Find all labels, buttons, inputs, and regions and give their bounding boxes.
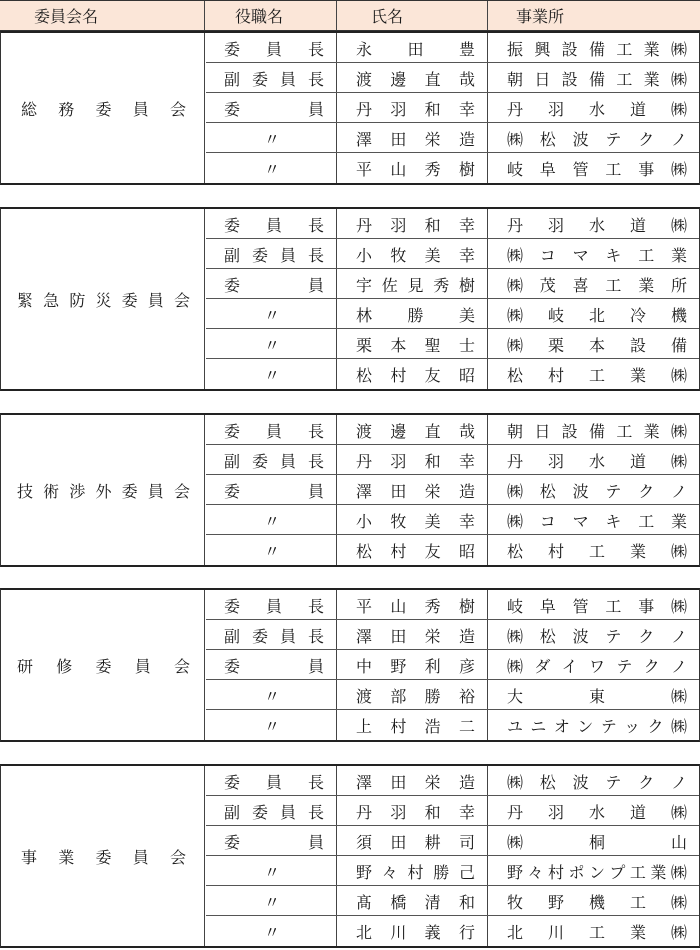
member-name: 澤 田 栄 造 (356, 626, 475, 646)
member-name: 小 牧 美 幸 (356, 511, 475, 531)
member-company: 丹 羽 水 道 ㈱ (507, 215, 687, 235)
member-name: 野 々 村 勝 己 (356, 862, 475, 882)
member-name: 渡 邊 直 哉 (356, 69, 475, 89)
member-name: 平 山 秀 樹 (356, 159, 475, 179)
member-name: 須 田 耕 司 (356, 832, 475, 852)
member-name: 丹 羽 和 幸 (356, 215, 475, 235)
member-name: 宇 佐 見 秀 樹 (356, 275, 475, 295)
member-company: 松 村 工 業 ㈱ (507, 365, 687, 385)
header-role: 役職名 (235, 7, 284, 26)
member-role: 委 員 (224, 656, 324, 676)
committee-name: 技 術 渉 外 委 員 会 (17, 481, 190, 501)
member-company: ㈱ 松 波 テ ク ノ (507, 626, 687, 646)
member-company: 朝 日 設 備 工 業 ㈱ (507, 421, 687, 441)
member-role: 委 員 (224, 275, 324, 295)
column-divider (204, 33, 205, 183)
committee-name: 緊 急 防 災 委 員 会 (17, 290, 190, 310)
member-role: 〃 (263, 335, 280, 355)
committee-block (0, 588, 700, 742)
member-company: ユ ニ オ ン テ ッ ク ㈱ (507, 716, 687, 736)
member-role: 〃 (263, 129, 280, 149)
member-name: 澤 田 栄 造 (356, 129, 475, 149)
member-company: 岐 阜 管 工 事 ㈱ (507, 596, 687, 616)
committee-block (0, 764, 700, 948)
member-company: ㈱ 栗 本 設 備 (507, 335, 687, 355)
member-role: 〃 (263, 511, 280, 531)
member-role: 〃 (263, 365, 280, 385)
member-name: 澤 田 栄 造 (356, 481, 475, 501)
member-name: 渡 部 勝 裕 (356, 686, 475, 706)
member-name: 北 川 義 行 (356, 922, 475, 942)
committee-name: 事 業 委 員 会 (21, 847, 186, 867)
member-name: 丹 羽 和 幸 (356, 99, 475, 119)
member-company: 丹 羽 水 道 ㈱ (507, 802, 687, 822)
member-name: 丹 羽 和 幸 (356, 451, 475, 471)
member-role: 委 員 長 (224, 39, 324, 59)
member-role: 〃 (263, 305, 280, 325)
committee-block (0, 207, 700, 391)
member-company: ㈱ コ マ キ 工 業 (507, 511, 687, 531)
header-company: 事業所 (516, 7, 565, 26)
column-divider (204, 766, 205, 946)
member-role: 委 員 長 (224, 596, 324, 616)
member-role: 委 員 (224, 832, 324, 852)
member-role: 〃 (263, 541, 280, 561)
member-name: 平 山 秀 樹 (356, 596, 475, 616)
member-name: 林 勝 美 (356, 305, 475, 325)
member-role: 副 委 員 長 (224, 245, 324, 265)
member-role: 〃 (263, 862, 280, 882)
member-name: 松 村 友 昭 (356, 365, 475, 385)
committee-name: 研 修 委 員 会 (17, 656, 190, 676)
committee-block (0, 413, 700, 567)
member-company: ㈱ 桐 山 (507, 832, 687, 852)
member-company: 振 興 設 備 工 業 ㈱ (507, 39, 687, 59)
member-company: 丹 羽 水 道 ㈱ (507, 99, 687, 119)
member-company: ㈱ 岐 北 冷 機 (507, 305, 687, 325)
member-name: 丹 羽 和 幸 (356, 802, 475, 822)
member-company: ㈱ 茂 喜 工 業 所 (507, 275, 687, 295)
member-name: 永 田 豊 (356, 39, 475, 59)
member-role: 〃 (263, 892, 280, 912)
column-divider (204, 415, 205, 565)
member-company: ㈱ 松 波 テ ク ノ (507, 772, 687, 792)
member-role: 〃 (263, 716, 280, 736)
committee-name: 総 務 委 員 会 (21, 99, 186, 119)
member-company: 牧 野 機 工 ㈱ (507, 892, 687, 912)
committee-block (0, 31, 700, 185)
member-name: 松 村 友 昭 (356, 541, 475, 561)
member-role: 副 委 員 長 (224, 69, 324, 89)
member-company: 北 川 工 業 ㈱ (507, 922, 687, 942)
member-name: 髙 橋 清 和 (356, 892, 475, 912)
member-role: 委 員 長 (224, 772, 324, 792)
header-divider (336, 1, 337, 30)
member-role: 副 委 員 長 (224, 451, 324, 471)
member-role: 委 員 (224, 99, 324, 119)
member-role: 委 員 長 (224, 215, 324, 235)
member-company: ㈱ 松 波 テ ク ノ (507, 129, 687, 149)
member-company: 丹 羽 水 道 ㈱ (507, 451, 687, 471)
member-company: 朝 日 設 備 工 業 ㈱ (507, 69, 687, 89)
member-company: 大 東 ㈱ (507, 686, 687, 706)
column-divider (204, 590, 205, 740)
member-company: 野 々 村 ポ ン プ 工 業 ㈱ (507, 862, 687, 882)
member-role: 〃 (263, 922, 280, 942)
member-role: 副 委 員 長 (224, 802, 324, 822)
header-committee: 委員会名 (34, 7, 99, 26)
header-name: 氏名 (371, 7, 404, 26)
member-name: 小 牧 美 幸 (356, 245, 475, 265)
header-divider (204, 1, 205, 30)
member-name: 上 村 浩 二 (356, 716, 475, 736)
member-role: 〃 (263, 686, 280, 706)
member-name: 渡 邊 直 哉 (356, 421, 475, 441)
header-divider (487, 1, 488, 30)
member-role: 〃 (263, 159, 280, 179)
member-name: 栗 本 聖 士 (356, 335, 475, 355)
member-role: 委 員 (224, 481, 324, 501)
member-role: 委 員 長 (224, 421, 324, 441)
member-role: 副 委 員 長 (224, 626, 324, 646)
member-name: 中 野 利 彦 (356, 656, 475, 676)
member-company: 松 村 工 業 ㈱ (507, 541, 687, 561)
table-header (0, 0, 700, 31)
member-company: ㈱ ダ イ ワ テ ク ノ (507, 656, 687, 676)
member-company: ㈱ 松 波 テ ク ノ (507, 481, 687, 501)
member-company: ㈱ コ マ キ 工 業 (507, 245, 687, 265)
member-name: 澤 田 栄 造 (356, 772, 475, 792)
member-company: 岐 阜 管 工 事 ㈱ (507, 159, 687, 179)
column-divider (204, 209, 205, 389)
